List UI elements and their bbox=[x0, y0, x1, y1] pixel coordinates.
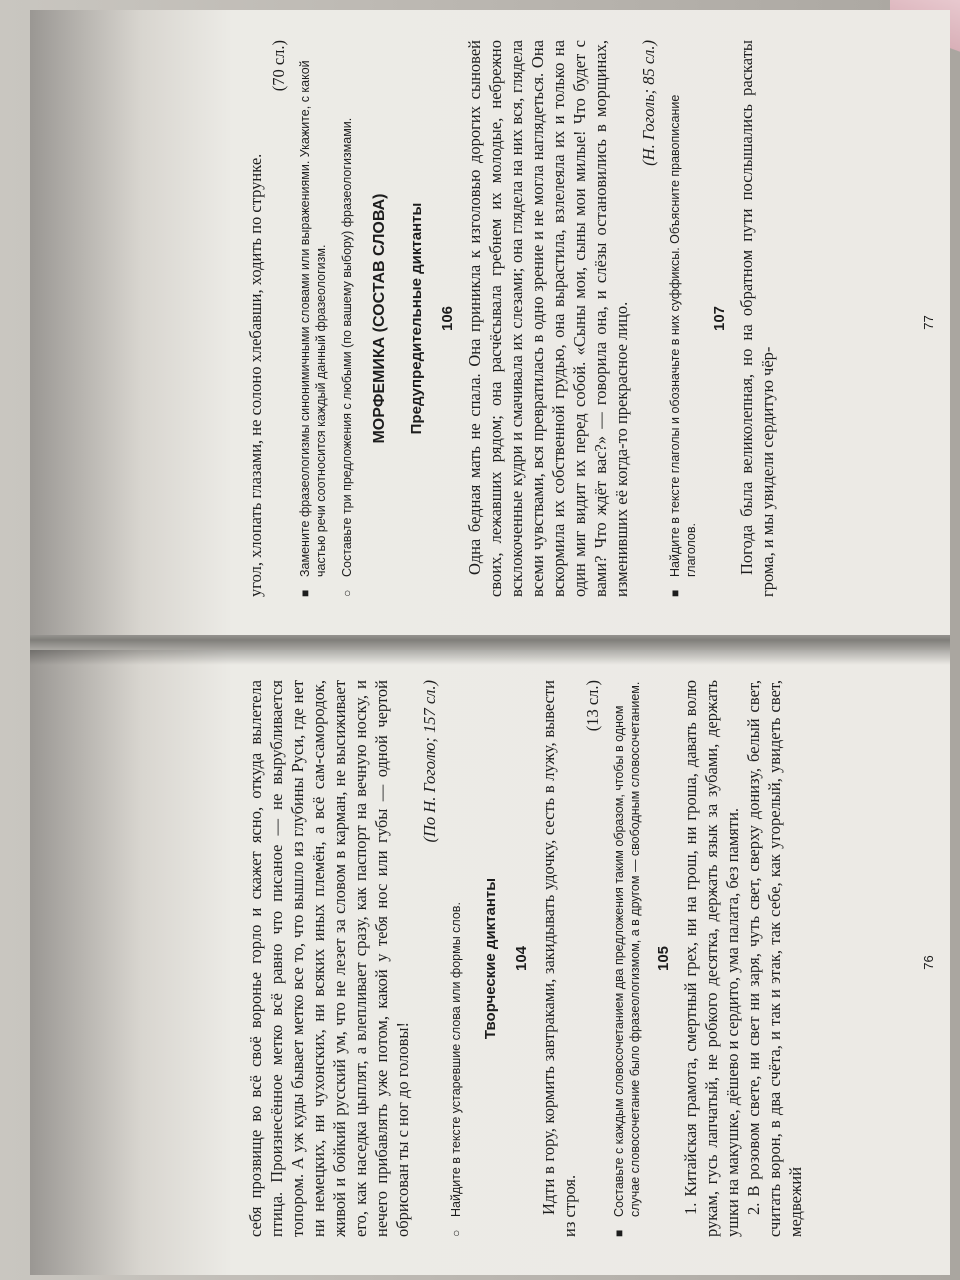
open-book bbox=[30, 10, 950, 1275]
exercise-number-104: 104 bbox=[513, 945, 530, 972]
page-76 bbox=[30, 650, 950, 1275]
circle-marker-icon: ○ bbox=[449, 1229, 463, 1237]
book-photo bbox=[30, 10, 950, 1275]
circle-marker-icon: ○ bbox=[340, 589, 354, 597]
exercise-104-word-count: (13 сл.) bbox=[583, 680, 602, 732]
exercise-105-continuation: угол, хлопать глазами, не солоно хлебавши, ходить по струнке. bbox=[246, 153, 265, 597]
task-text: Составьте с каждым словосочетанием два предложения таким образом, чтобы в одном случае словосочетание было фразеологизмом, а в другом — свободным словосочетанием. bbox=[612, 681, 642, 1217]
exercise-number-106: 106 bbox=[439, 305, 456, 332]
exercise-106-source: (Н. Гоголь; 85 сл.) bbox=[639, 40, 658, 166]
exercise-number-107: 107 bbox=[711, 305, 728, 332]
page-77 bbox=[30, 10, 950, 635]
section-heading-warning: Предупредительные диктанты bbox=[408, 202, 425, 435]
exercise-106-text: Одна бедная мать не спала. Она приникла к изголовью дорогих сыновей своих, лежавших рядом; она расчёсывала гребнем их молодые, небрежно всклокоченные кудри и смачивала их слезами; она глядела на них вся, глядела всеми чувствами, вся превратилась в одно зрение и не могла наглядеться. Она вскормила их собственной грудью, она вырастила, взлелеяла их и только на один миг видит их перед собой. «Сыны мои, сыны мои милые! Что будет с вами? Что ждёт вас?» — говорила она, и слёзы остановились в морщинах, изменивших её когда-то прекрасное лицо. bbox=[465, 40, 631, 597]
task-phraseology-sentences bbox=[611, 680, 643, 1237]
exercise-104-text: Идти в гору, кормить завтраками, закидывать удочку, сесть в лужу, вывести из строя. bbox=[539, 680, 579, 1237]
page-number-76: 76 bbox=[921, 955, 936, 970]
section-heading-creative: Творческие диктанты bbox=[482, 877, 499, 1040]
page-number-77: 77 bbox=[921, 315, 936, 330]
exercise-number-105: 105 bbox=[655, 945, 672, 972]
task-text: Составьте три предложения с любыми (по вашему выбору) фразеологизмами. bbox=[340, 117, 354, 577]
task-text: Найдите в тексте глаголы и обозначьте в них суффиксы. Объясните правописание глаголов. bbox=[668, 94, 698, 577]
task-archaic-words bbox=[448, 680, 464, 1237]
exercise-105-part-2: 2. В розовом свете, ни свет ни заря, чуть свет, сверху донизу, белый свет, считать ворон, в два счёта, и так и этак, так себе, как угорелый, увидеть свет, медвежий bbox=[744, 680, 805, 1237]
square-marker-icon: ■ bbox=[668, 589, 682, 597]
excerpt-source: (По Н. Гоголю; 157 сл.) bbox=[420, 680, 439, 843]
page-77-content bbox=[245, 40, 910, 597]
exercise-105-word-count: (70 сл.) bbox=[269, 40, 288, 92]
task-verbs-suffixes bbox=[667, 40, 699, 597]
square-marker-icon: ■ bbox=[298, 589, 312, 597]
exercise-105-part-1: 1. Китайская грамота, смертный грех, ни на грош, ни гроша, давать волю рукам, гусь лапчатый, не робкого десятка, держать язык за зубами, держать ушки на макушке, дёшево и сердито, ума палата, без памяти. bbox=[681, 680, 742, 1237]
task-synonyms bbox=[297, 40, 329, 597]
chapter-title-morphemics: МОРФЕМИКА (СОСТАВ СЛОВА) bbox=[371, 193, 388, 444]
task-three-sentences bbox=[339, 40, 355, 597]
square-marker-icon: ■ bbox=[612, 1229, 626, 1237]
task-text: Замените фразеологизмы синонимичными словами или выражениями. Укажите, с какой частью речи соотносится каждый данный фразеологизм. bbox=[298, 60, 328, 577]
exercise-107-text: Погода была великолепная, но на обратном пути послышались раскаты грома, и мы увидели сердитую чёр- bbox=[737, 40, 777, 597]
page-76-content bbox=[245, 680, 910, 1237]
gogol-excerpt: себя прозвище во всё своё воронье горло и скажет ясно, откуда вылетела птица. Произнесённое метко всё равно что писаное — не вырубливается топором. А уж куды бывает метко все то, что вышло из глубины Руси, где нет ни немецких, ни чухонских, ни всяких иных племён, а всё сам-самородок, живой и бойкий русский ум, что не лезет за словом в карман, не высиживает его, как наседка цыплят, а влепливает сразу, как паспорт на вечную носку, и нечего прибавлять уже потом, какой у тебя нос или губы — одной чертой обрисован ты с ног до головы! bbox=[246, 680, 412, 1237]
task-text: Найдите в тексте устаревшие слова или формы слов. bbox=[449, 902, 463, 1217]
